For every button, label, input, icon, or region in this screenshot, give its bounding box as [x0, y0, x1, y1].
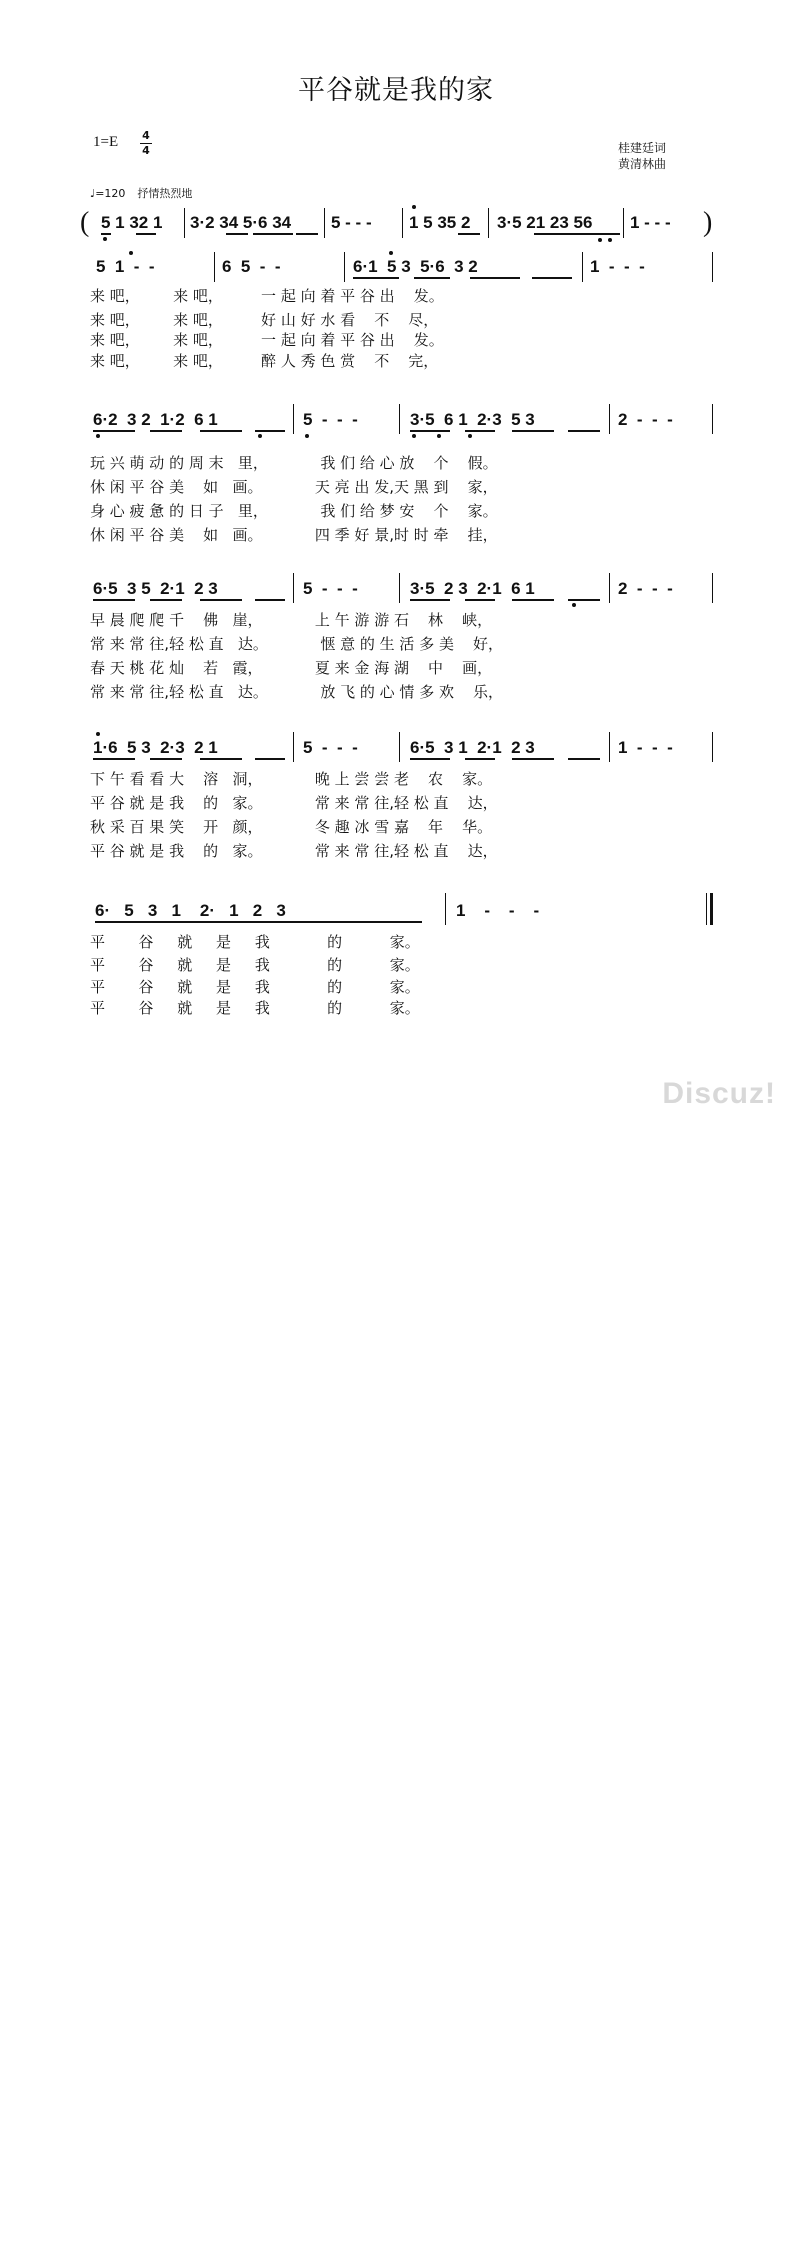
barline — [399, 732, 400, 762]
barline — [293, 732, 294, 762]
bar-1: 1·6 5 3 2·3 2 1 — [93, 738, 218, 757]
low-octave-dot — [598, 238, 602, 242]
lyric-line: 身 心 疲 惫 的 日 子 里， 我 们 给 梦 安 个 家。 — [90, 502, 498, 520]
barline — [293, 573, 294, 603]
underline — [200, 758, 242, 760]
bar-3: 6·1 5 3 5·6 3 2 — [353, 257, 478, 276]
low-octave-dot — [103, 237, 107, 241]
lyric-line: 平 谷 就 是 我 的 家。 常 来 常 往,轻 松 直 达， — [90, 794, 498, 812]
underline — [296, 233, 318, 235]
bar-4: 2 - - - — [618, 410, 673, 429]
intro-bar-5: 3·5 21 23 56 — [497, 213, 593, 232]
low-octave-dot — [305, 434, 309, 438]
lyric-line: 下 午 看 看 大 溶 洞， 晚 上 尝 尝 老 农 家。 — [90, 770, 493, 788]
expression-mark: 抒情热烈地 — [137, 187, 193, 200]
barline — [609, 573, 610, 603]
underline — [512, 430, 554, 432]
underline — [568, 430, 600, 432]
underline — [534, 233, 620, 235]
underline — [253, 233, 293, 235]
bar-3: 6·5 3 1 2·1 2 3 — [410, 738, 535, 757]
bar-3: 3·5 6 1 2·3 5 3 — [410, 410, 535, 429]
underline — [410, 758, 450, 760]
intro-bar-2: 3·2 34 5·6 34 — [190, 213, 292, 232]
lyric-line: 平 谷 就 是 我 的 家。 — [90, 999, 420, 1017]
high-octave-dot — [129, 251, 133, 255]
barline — [399, 573, 400, 603]
lyric-line: 平 谷 就 是 我 的 家。 — [90, 956, 420, 974]
underline — [353, 277, 399, 279]
final-barline-thin — [706, 893, 707, 925]
underline — [568, 599, 600, 601]
lyric-line: 休 闲 平 谷 美 如 画。 天 亮 出 发,天 黑 到 家， — [90, 478, 498, 496]
barline — [184, 208, 185, 238]
song-title: 平谷就是我的家 — [298, 75, 494, 106]
underline — [512, 758, 554, 760]
low-octave-dot — [96, 434, 100, 438]
lyric-line: 休 闲 平 谷 美 如 画。 四 季 好 景,时 时 牵 挂， — [90, 526, 498, 544]
barline — [712, 573, 713, 603]
low-octave-dot — [437, 434, 441, 438]
intro-bar-6: 1 - - - — [630, 213, 671, 232]
bar-1: 6·2 3 2 1·2 6 1 — [93, 410, 218, 429]
tempo-mark: ♩=120 — [90, 187, 126, 200]
underline — [93, 430, 135, 432]
barline — [609, 404, 610, 434]
underline — [470, 277, 520, 279]
low-octave-dot — [258, 434, 262, 438]
underline — [255, 430, 285, 432]
underline — [226, 233, 248, 235]
barline — [582, 252, 583, 282]
bar-2: 5 - - - — [303, 410, 358, 429]
final-barline-thick — [710, 893, 713, 925]
underline — [93, 758, 135, 760]
bar-1: 6· 5 3 1 2· 1 2 3 — [95, 901, 286, 920]
barline — [609, 732, 610, 762]
meter-bottom: 4 — [142, 144, 150, 157]
bar-4: 1 - - - — [590, 257, 645, 276]
underline — [93, 599, 135, 601]
key-signature: 1=E — [93, 134, 119, 150]
lyricist-credit: 桂建廷词 — [618, 141, 667, 155]
underline — [255, 599, 285, 601]
site-watermark: Discuz! — [662, 1077, 776, 1110]
bar-4: 2 - - - — [618, 579, 673, 598]
intro-bar-1: 5 1 32 1 — [101, 213, 163, 232]
barline — [402, 208, 403, 238]
high-octave-dot — [389, 251, 393, 255]
bar-2: 6 5 - - — [222, 257, 281, 276]
underline — [95, 921, 335, 923]
barline — [293, 404, 294, 434]
lyric-line: 玩 兴 萌 动 的 周 末 里， 我 们 给 心 放 个 假。 — [90, 454, 498, 472]
lyric-line: 来 吧， 来 吧， 一 起 向 着 平 谷 出 发。 — [90, 287, 444, 305]
low-octave-dot — [468, 434, 472, 438]
low-octave-dot — [572, 603, 576, 607]
barline — [623, 208, 624, 238]
underline — [465, 430, 495, 432]
lyric-line: 早 晨 爬 爬 千 佛 崖， 上 午 游 游 石 林 峡， — [90, 611, 493, 629]
bar-2: 5 - - - — [303, 579, 358, 598]
underline — [512, 599, 554, 601]
intro-bar-4: 1 5 35 2 — [409, 213, 471, 232]
bar-1: 6·5 3 5 2·1 2 3 — [93, 579, 218, 598]
underline — [270, 921, 422, 923]
meter-top: 4 — [142, 129, 150, 142]
bar-4: 1 - - - — [618, 738, 673, 757]
barline — [712, 732, 713, 762]
lyric-line: 平 谷 就 是 我 的 家。 — [90, 933, 420, 951]
high-octave-dot — [412, 205, 416, 209]
lyric-line: 来 吧， 来 吧， 一 起 向 着 平 谷 出 发。 — [90, 331, 444, 349]
underline — [458, 233, 480, 235]
underline — [101, 233, 111, 235]
low-octave-dot — [412, 434, 416, 438]
lyric-line: 秋 采 百 果 笑 开 颜， 冬 趣 冰 雪 嘉 年 华。 — [90, 818, 493, 836]
underline — [255, 758, 285, 760]
tempo-marking — [90, 185, 192, 201]
barline — [214, 252, 215, 282]
barline — [399, 404, 400, 434]
intro-open-paren: ( — [80, 207, 90, 238]
intro-close-paren: ) — [703, 207, 713, 238]
lyric-line: 常 来 常 往,轻 松 直 达。 放 飞 的 心 情 多 欢 乐， — [90, 683, 504, 701]
underline — [150, 599, 182, 601]
barline — [344, 252, 345, 282]
underline — [414, 277, 450, 279]
bar-2: 1 - - - — [456, 901, 540, 920]
bar-1: 5 1 - - — [96, 257, 155, 276]
underline — [136, 233, 156, 235]
lyric-line: 平 谷 就 是 我 的 家。 常 来 常 往,轻 松 直 达， — [90, 842, 498, 860]
barline — [712, 252, 713, 282]
high-octave-dot — [96, 732, 100, 736]
bar-2: 5 - - - — [303, 738, 358, 757]
underline — [465, 758, 495, 760]
lyric-line: 来 吧， 来 吧， 好 山 好 水 看 不 尽， — [90, 311, 439, 329]
lyric-line: 平 谷 就 是 我 的 家。 — [90, 978, 420, 996]
lyric-line: 春 天 桃 花 灿 若 霞， 夏 来 金 海 湖 中 画， — [90, 659, 493, 677]
underline — [410, 430, 450, 432]
barline — [324, 208, 325, 238]
bar-3: 3·5 2 3 2·1 6 1 — [410, 579, 535, 598]
underline — [532, 277, 572, 279]
lyric-line: 来 吧， 来 吧， 醉 人 秀 色 赏 不 完， — [90, 352, 439, 370]
intro-bar-3: 5 - - - — [331, 213, 372, 232]
low-octave-dot — [608, 238, 612, 242]
underline — [150, 430, 182, 432]
underline — [465, 599, 495, 601]
underline — [568, 758, 600, 760]
time-signature — [140, 130, 152, 157]
barline — [445, 893, 446, 925]
underline — [150, 758, 182, 760]
composer-credit: 黄清林曲 — [618, 157, 667, 171]
lyric-line: 常 来 常 往,轻 松 直 达。 惬 意 的 生 活 多 美 好， — [90, 635, 504, 653]
barline — [488, 208, 489, 238]
underline — [410, 599, 450, 601]
underline — [200, 430, 242, 432]
barline — [712, 404, 713, 434]
underline — [200, 599, 242, 601]
